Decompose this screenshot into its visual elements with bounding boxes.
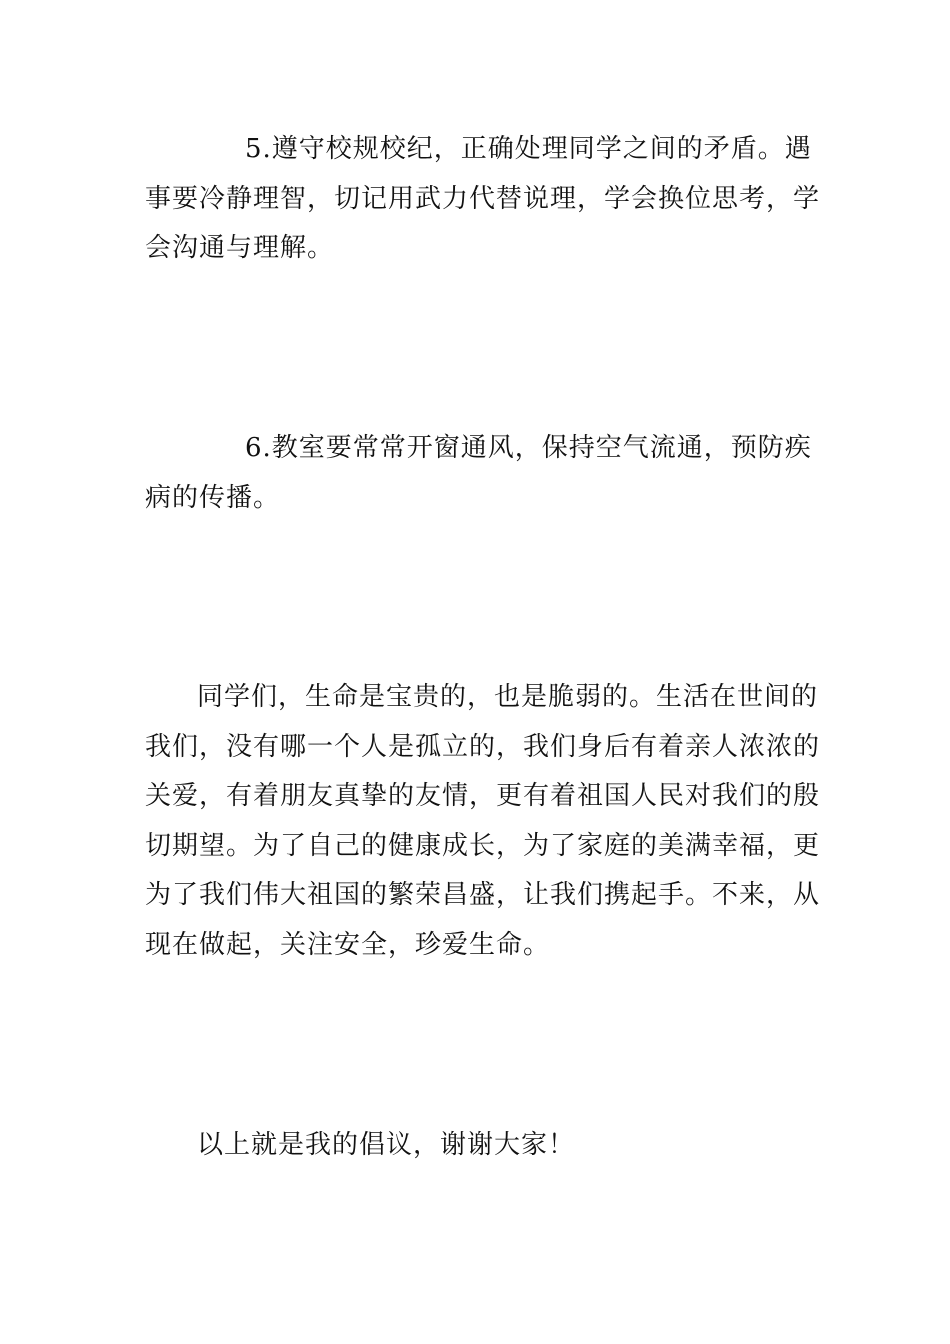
paragraph-line: 以上就是我的倡议，谢谢大家！ <box>197 1130 576 1160</box>
paragraph-conclusion <box>145 673 821 970</box>
paragraph-line: 会沟通与理解。 <box>145 233 335 263</box>
paragraph-line: 为了我们伟大祖国的繁荣昌盛，让我们携起手。不来，从 <box>145 880 821 910</box>
paragraph-closing <box>145 1121 807 1171</box>
paragraph-line: 同学们，生命是宝贵的，也是脆弱的。生活在世间的 <box>197 682 819 712</box>
paragraph-item-6 <box>145 424 812 523</box>
paragraph-line: 切期望。为了自己的健康成长，为了家庭的美满幸福，更 <box>145 830 821 861</box>
paragraph-line: 病的传播。 <box>145 482 281 513</box>
paragraph-line: 现在做起，关注安全，珍爱生命。 <box>145 929 551 960</box>
paragraph-item-5 <box>145 125 821 274</box>
paragraph-line: 关爱，有着朋友真挚的友情，更有着祖国人民对我们的殷 <box>145 781 821 811</box>
paragraph-line: 5.遵守校规校纪，正确处理同学之间的矛盾。遇 <box>245 134 812 164</box>
paragraph-line: 事要冷静理智，切记用武力代替说理，学会换位思考，学 <box>145 183 821 214</box>
paragraph-line: 6.教室要常常开窗通风，保持空气流通，预防疾 <box>245 433 812 463</box>
paragraph-line: 我们，没有哪一个人是孤立的，我们身后有着亲人浓浓的 <box>145 731 821 762</box>
